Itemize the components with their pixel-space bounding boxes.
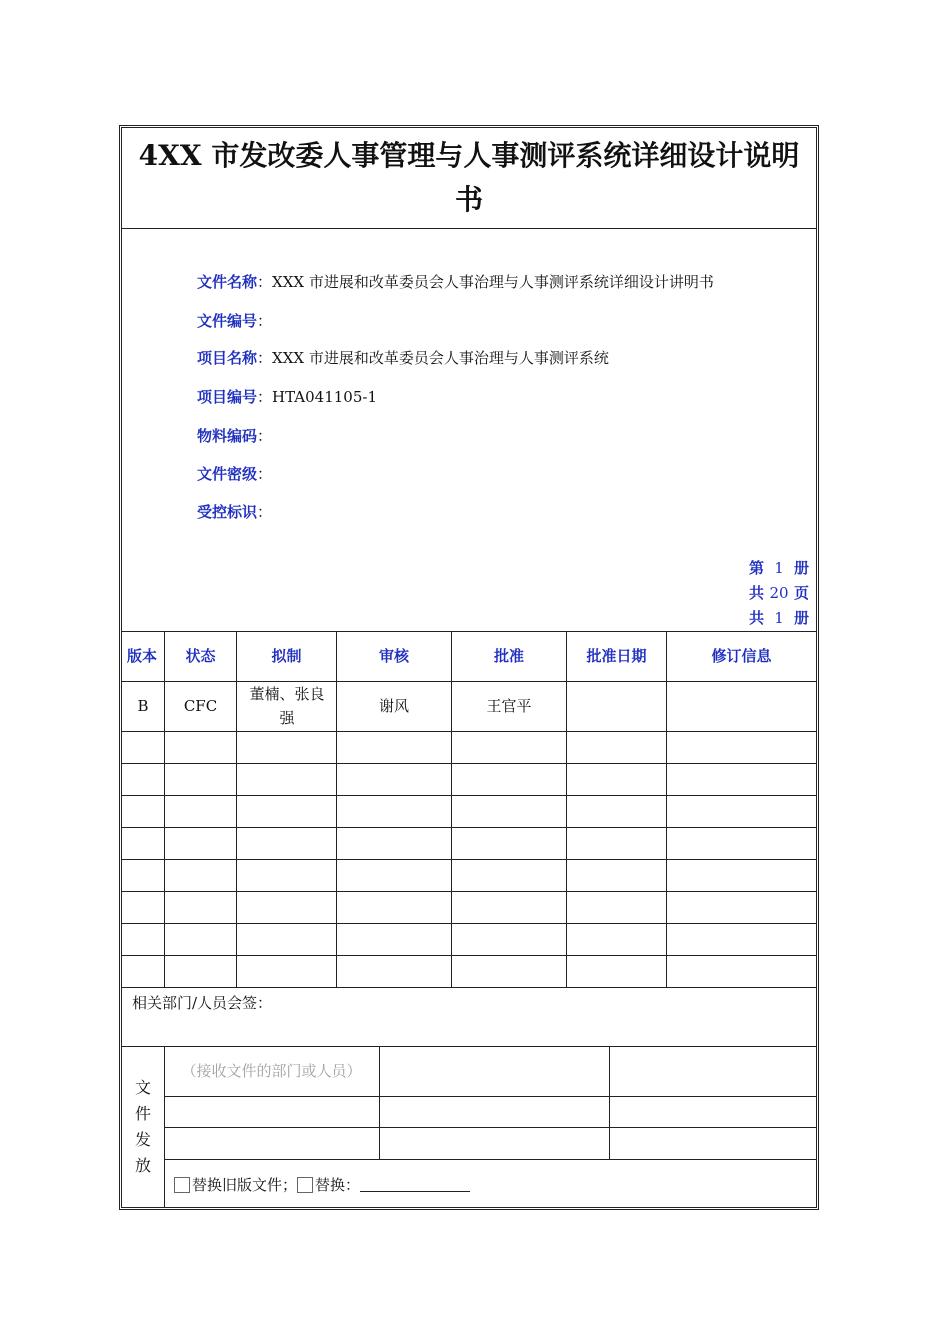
header-status: 状态 [185,647,216,665]
document-title: 4XX 市发改委人事管理与人事测评系统详细设计说明书 [138,139,800,216]
cell-approval-date [567,681,666,731]
distribution-label: 文 件 发 放 [134,1078,151,1175]
volume-count: 共 1 册 [748,609,809,627]
cell-drafted: 董楠、张良强 [249,685,325,727]
cell-approved: 王官平 [486,697,532,715]
header-version: 版本 [126,647,157,665]
page-count: 共 20 页 [748,584,809,602]
field-material-code: 物料编码： [197,427,273,445]
field-secrecy-level: 文件密级： [197,465,273,483]
recipient-hint: （接收文件的部门或人员） [181,1062,362,1080]
volume-number: 第 1 册 [748,559,809,577]
field-project-number: 项目编号：HTA041105-1 [197,388,378,406]
divider [122,228,816,229]
field-control-mark: 受控标识： [197,503,273,521]
cell-version: B [137,697,149,715]
cell-status: CFC [183,697,218,715]
replace-options: 替换旧版文件； 替换： [174,1174,470,1195]
replace-checkbox[interactable] [297,1177,313,1193]
countersign-label: 相关部门/人员会签： [132,994,273,1012]
field-project-name: 项目名称：XXX 市进展和改革委员会人事治理与人事测评系统 [197,349,609,367]
header-approved: 批准 [493,647,524,665]
field-file-name: 文件名称：XXX 市进展和改革委员会人事治理与人事测评系统详细设计讲明书 [197,273,714,291]
cover-frame [119,125,819,1210]
header-reviewed: 审核 [378,647,409,665]
field-file-number: 文件编号： [197,312,273,330]
cell-reviewed: 谢风 [378,697,409,715]
cell-revision-info [667,681,816,731]
replace-blank [360,1177,470,1192]
header-drafted: 拟制 [271,647,302,665]
replace-old-checkbox[interactable] [174,1177,190,1193]
header-revision-info: 修订信息 [711,647,772,665]
header-approval-date: 批准日期 [586,647,647,665]
